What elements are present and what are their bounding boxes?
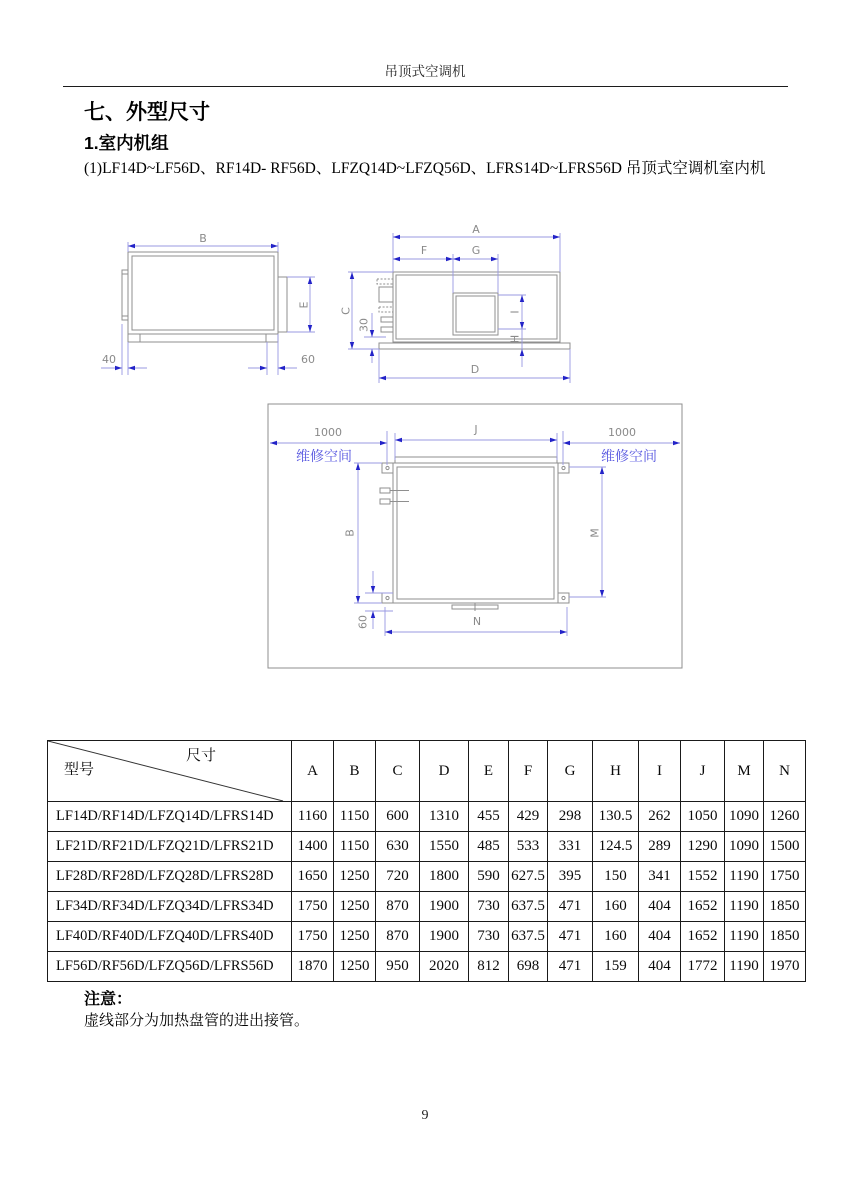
dim-value-cell: 471 [548, 952, 593, 982]
dim-value-cell: 1652 [681, 922, 725, 952]
top-view-unit-outline [380, 457, 569, 611]
page-number: 9 [421, 1108, 429, 1123]
top-view-drawing [267, 403, 683, 669]
model-cell: LF34D/RF34D/LFZQ34D/LFRS34D [48, 892, 292, 922]
top-view-frame [268, 404, 682, 668]
front-dim-f-g [393, 244, 498, 293]
table-row [48, 952, 806, 982]
front-dim-a-label: A [472, 223, 480, 236]
pipe-stub [380, 499, 390, 504]
front-view-drawing [340, 215, 605, 400]
dim-value-cell: 160 [593, 892, 639, 922]
side-dim-40 [101, 324, 147, 375]
model-cell: LF40D/RF40D/LFZQ40D/LFRS40D [48, 922, 292, 952]
section-title: 七、外型尺寸 [84, 101, 210, 124]
side-dim-e [287, 277, 315, 332]
dim-value-cell: 471 [548, 892, 593, 922]
dim-value-cell: 485 [469, 832, 509, 862]
dim-value-cell: 395 [548, 862, 593, 892]
top-dim-1000-left-label: 1000 [314, 426, 342, 439]
dim-value-cell: 637.5 [509, 892, 548, 922]
col-header-i: I [639, 741, 681, 802]
table-row [48, 802, 806, 832]
dim-value-cell: 160 [593, 922, 639, 952]
dim-value-cell: 950 [376, 952, 420, 982]
front-dim-d [379, 349, 570, 383]
dim-value-cell: 1800 [420, 862, 469, 892]
dim-value-cell: 429 [509, 802, 548, 832]
pipe-stub [380, 488, 390, 493]
dim-value-cell: 1310 [420, 802, 469, 832]
dim-value-cell: 124.5 [593, 832, 639, 862]
top-dim-b [344, 463, 382, 603]
table-row [48, 862, 806, 892]
intro-paragraph: (1)LF14D~LF56D、RF14D- RF56D、LFZQ14D~LFZQ56D、LFRS14D~LFRS56D 吊顶式空调机室内机 [84, 160, 766, 177]
col-header-h: H [593, 741, 639, 802]
dim-value-cell: 1090 [725, 832, 764, 862]
top-dim-m-label: M [588, 528, 602, 538]
col-header-j: J [681, 741, 725, 802]
front-view-unit-outline [377, 272, 570, 349]
note-body: 虚线部分为加热盘管的进出接管。 [84, 1013, 310, 1029]
front-dim-i [498, 295, 526, 329]
dim-value-cell: 130.5 [593, 802, 639, 832]
dim-value-cell: 1190 [725, 952, 764, 982]
dim-value-cell: 1870 [292, 952, 334, 982]
model-cell: LF56D/RF56D/LFZQ56D/LFRS56D [48, 952, 292, 982]
dim-value-cell: 1850 [764, 892, 806, 922]
dim-value-cell: 289 [639, 832, 681, 862]
dim-value-cell: 455 [469, 802, 509, 832]
dim-value-cell: 2020 [420, 952, 469, 982]
col-header-a: A [292, 741, 334, 802]
dim-value-cell: 331 [548, 832, 593, 862]
model-cell: LF28D/RF28D/LFZQ28D/LFRS28D [48, 862, 292, 892]
dim-value-cell: 1750 [292, 922, 334, 952]
dim-value-cell: 590 [469, 862, 509, 892]
col-header-e: E [469, 741, 509, 802]
page-header-title: 吊顶式空调机 [384, 64, 466, 79]
side-view-unit-outline [122, 252, 287, 342]
side-dim-60 [248, 334, 315, 375]
front-dim-30-label: 30 [357, 318, 371, 332]
top-dim-n-label: N [472, 615, 482, 628]
dim-value-cell: 1250 [334, 952, 376, 982]
service-space-right-label: 维修空间 [601, 448, 657, 464]
dim-value-cell: 1050 [681, 802, 725, 832]
dim-value-cell: 1250 [334, 892, 376, 922]
top-dim-1000-right-label: 1000 [608, 426, 636, 439]
front-dim-f-label: F [420, 244, 428, 257]
top-dim-1000-right [563, 426, 680, 465]
dim-value-cell: 870 [376, 922, 420, 952]
corner-label-model: 型号 [64, 762, 95, 778]
dim-value-cell: 720 [376, 862, 420, 892]
header-rule [63, 86, 788, 87]
col-header-m: M [725, 741, 764, 802]
top-dim-j-label: J [474, 423, 478, 436]
table-row [48, 922, 806, 952]
dim-value-cell: 1160 [292, 802, 334, 832]
dim-value-cell: 600 [376, 802, 420, 832]
heating-pipe-stub-dashed [379, 307, 393, 312]
model-cell: LF21D/RF21D/LFZQ21D/LFRS21D [48, 832, 292, 862]
heating-pipe-stub-dashed [377, 279, 393, 284]
note-title: 注意： [84, 991, 133, 1008]
dim-value-cell: 1500 [764, 832, 806, 862]
dim-value-cell: 812 [469, 952, 509, 982]
table-header-row [48, 741, 806, 802]
dim-value-cell: 870 [376, 892, 420, 922]
service-space-left-label: 维修空间 [296, 448, 352, 464]
front-dim-i-label: I [508, 310, 522, 314]
dim-value-cell: 404 [639, 892, 681, 922]
dim-value-cell: 630 [376, 832, 420, 862]
dim-value-cell: 1400 [292, 832, 334, 862]
side-dim-e-label: E [297, 301, 311, 309]
top-dim-b-label: B [343, 529, 357, 537]
dim-value-cell: 404 [639, 922, 681, 952]
dim-value-cell: 533 [509, 832, 548, 862]
front-dim-h-label: H [508, 334, 522, 344]
dim-value-cell: 730 [469, 892, 509, 922]
dim-value-cell: 1900 [420, 922, 469, 952]
side-dim-60-label: 60 [301, 353, 315, 366]
table-row [48, 832, 806, 862]
front-dim-h [509, 329, 522, 367]
dim-value-cell: 1190 [725, 922, 764, 952]
dim-value-cell: 637.5 [509, 922, 548, 952]
dim-value-cell: 1552 [681, 862, 725, 892]
dim-value-cell: 262 [639, 802, 681, 832]
front-dim-c-label: C [339, 307, 353, 315]
dim-value-cell: 1750 [292, 892, 334, 922]
model-cell: LF14D/RF14D/LFZQ14D/LFRS14D [48, 802, 292, 832]
top-dim-1000-left [270, 426, 387, 465]
top-dim-n [385, 607, 567, 636]
dim-value-cell: 1150 [334, 832, 376, 862]
dim-value-cell: 471 [548, 922, 593, 952]
dim-value-cell: 1850 [764, 922, 806, 952]
corner-label-size: 尺寸 [186, 748, 217, 764]
dim-value-cell: 1150 [334, 802, 376, 832]
col-header-n: N [764, 741, 806, 802]
subsection-title: 1.室内机组 [84, 133, 169, 153]
dim-value-cell: 730 [469, 922, 509, 952]
col-header-g: G [548, 741, 593, 802]
top-dim-j [395, 423, 557, 460]
dim-value-cell: 150 [593, 862, 639, 892]
side-view-drawing [95, 215, 345, 385]
dim-value-cell: 1900 [420, 892, 469, 922]
side-dim-40-label: 40 [102, 353, 116, 366]
dim-value-cell: 404 [639, 952, 681, 982]
front-dim-30 [358, 313, 386, 363]
dim-value-cell: 698 [509, 952, 548, 982]
col-header-c: C [376, 741, 420, 802]
top-dim-m [569, 467, 606, 597]
table-row [48, 892, 806, 922]
dim-value-cell: 159 [593, 952, 639, 982]
col-header-f: F [509, 741, 548, 802]
dim-value-cell: 1290 [681, 832, 725, 862]
dim-value-cell: 1250 [334, 862, 376, 892]
side-dim-b-label: B [199, 232, 207, 245]
front-dim-d-label: D [470, 363, 480, 376]
dim-value-cell: 1550 [420, 832, 469, 862]
dim-value-cell: 1190 [725, 892, 764, 922]
table-corner-cell [48, 741, 292, 802]
dim-value-cell: 341 [639, 862, 681, 892]
col-header-d: D [420, 741, 469, 802]
dim-value-cell: 1650 [292, 862, 334, 892]
dim-value-cell: 1750 [764, 862, 806, 892]
dimension-table [47, 740, 806, 982]
dim-value-cell: 1652 [681, 892, 725, 922]
dim-value-cell: 298 [548, 802, 593, 832]
dim-value-cell: 1970 [764, 952, 806, 982]
dim-value-cell: 1190 [725, 862, 764, 892]
front-dim-g-label: G [471, 244, 481, 257]
dim-value-cell: 1090 [725, 802, 764, 832]
dim-value-cell: 1772 [681, 952, 725, 982]
col-header-b: B [334, 741, 376, 802]
dim-value-cell: 627.5 [509, 862, 548, 892]
dim-value-cell: 1250 [334, 922, 376, 952]
side-dim-b [128, 232, 278, 252]
top-dim-60-label: 60 [356, 615, 370, 629]
dim-value-cell: 1260 [764, 802, 806, 832]
